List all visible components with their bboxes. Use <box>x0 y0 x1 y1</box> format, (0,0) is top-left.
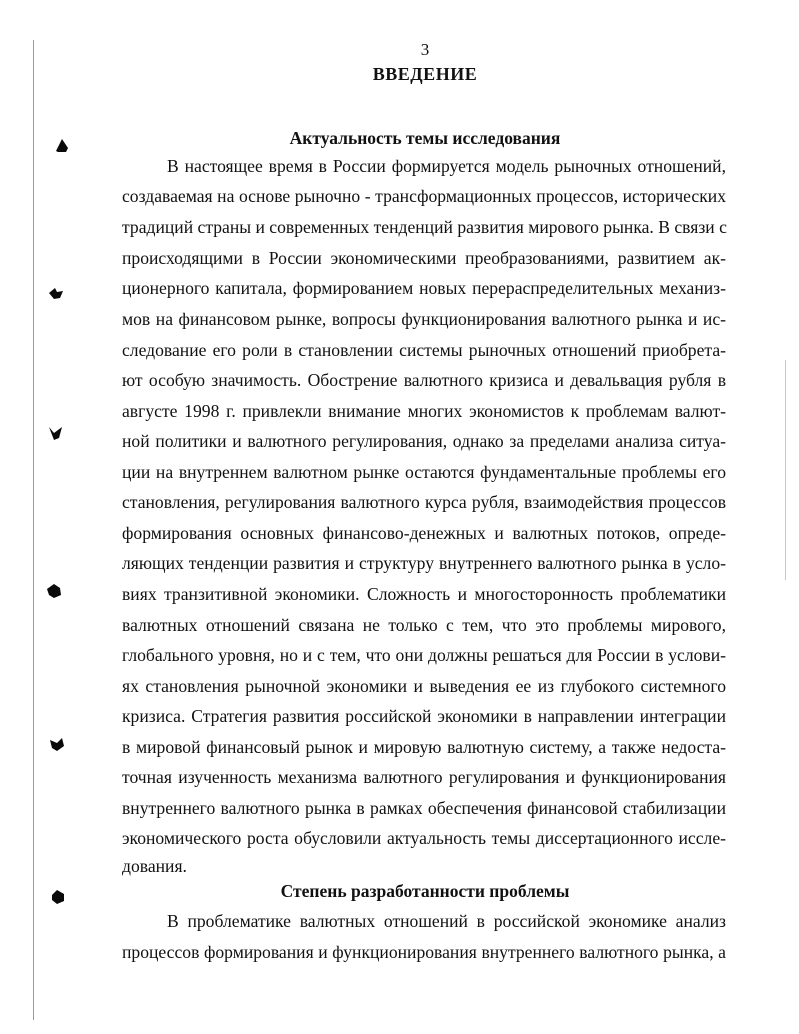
paragraph-line: экономического роста обусловили актуальность темы диссертационного иссле- <box>122 828 726 848</box>
paragraph-line: кризиса. Стратегия развития российской экономики в направлении интеграции <box>122 706 726 726</box>
paragraph-line: ционерного капитала, формированием новых перераспределительных механиз- <box>122 278 726 298</box>
paragraph-line: августе 1998 г. привлекли внимание многих экономистов к проблемам валют- <box>122 401 726 421</box>
paragraph-line: ции на внутреннем валютном рынке остаются фундаментальные проблемы его <box>122 462 726 482</box>
paragraph-line: процессов формирования и функционирования внутреннего валютного рынка, а <box>122 942 726 962</box>
paragraph-line: валютных отношений связана не только с тем, что это проблемы мирового, <box>122 615 726 635</box>
paragraph-line: традиций страны и современных тенденций развития мирового рынка. В связи с <box>122 217 727 237</box>
paragraph-line: создаваемая на основе рыночно - трансформационных процессов, исторических <box>122 186 726 206</box>
paragraph-line: ной политики и валютного регулирования, однако за пределами анализа ситуа- <box>122 431 726 451</box>
page-title: ВВЕДЕНИЕ <box>372 64 478 84</box>
paragraph-line: происходящими в России экономическими преобразованиями, развитием ак- <box>122 248 726 268</box>
paragraph-line: В настоящее время в России формируется модель рыночных отношений, <box>167 156 726 176</box>
punch-mark-icon <box>48 285 64 301</box>
section-heading-development: Степень разработанности проблемы <box>280 881 570 901</box>
paragraph-line: точная изученность механизма валютного регулирования и функционирования <box>122 767 726 787</box>
paragraph-line: следование его роли в становлении системы рыночных отношений приобрета- <box>122 340 726 360</box>
paragraph-line: ях становления рыночной экономики и выведения ее из глубокого системного <box>122 676 726 696</box>
paragraph-line: внутреннего валютного рынка в рамках обеспечения финансовой стабилизации <box>122 798 726 818</box>
section-heading-relevance: Актуальность темы исследования <box>289 128 561 148</box>
punch-mark-icon <box>46 583 62 599</box>
paragraph-line: глобального уровня, но и с тем, что они должны решаться для России в услови- <box>122 645 726 665</box>
paragraph-line: виях транзитивной экономики. Сложность и многосторонность проблематики <box>122 584 726 604</box>
paragraph-line: становления, регулирования валютного курса рубля, взаимодействия процессов <box>122 492 726 512</box>
paragraph-line: В проблематике валютных отношений в российской экономике анализ <box>167 911 726 931</box>
paragraph-line: формирования основных финансово-денежных и валютных потоков, опреде- <box>122 523 726 543</box>
paragraph-line: в мировой финансовый рынок и мировую валютную систему, а также недоста- <box>122 737 726 757</box>
paragraph-line: ляющих тенденции развития и структуру внутреннего валютного рынка в усло- <box>122 553 726 573</box>
page-number: 3 <box>420 40 430 59</box>
punch-mark-icon <box>48 425 64 441</box>
punch-mark-icon <box>49 736 65 752</box>
paragraph-line: мов на финансовом рынке, вопросы функционирования валютного рынка и ис- <box>122 309 726 329</box>
paragraph-line: ют особую значимость. Обострение валютного кризиса и девальвация рубля в <box>122 370 726 390</box>
right-margin-rule <box>785 360 786 580</box>
paragraph-line: дования. <box>122 856 187 876</box>
left-margin-rule <box>33 40 34 1020</box>
